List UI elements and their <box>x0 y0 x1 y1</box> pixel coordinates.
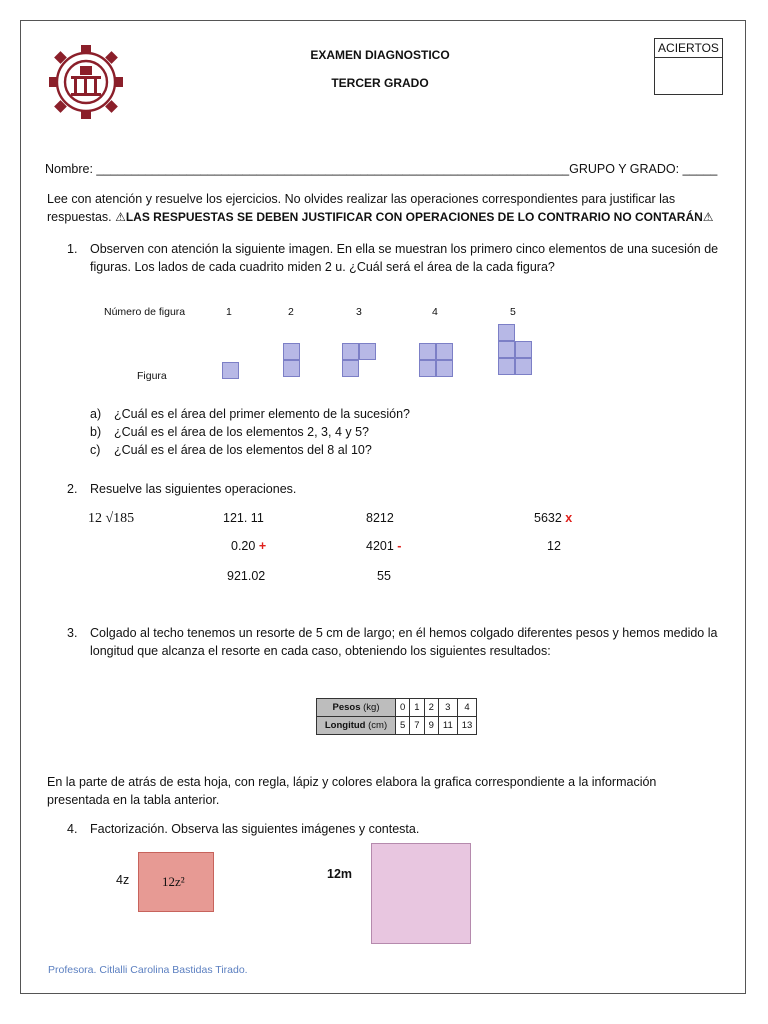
table-cell: 2 <box>424 699 438 717</box>
table-header-longitud: Longitud (cm) <box>317 717 396 735</box>
exam-subtitle: TERCER GRADO <box>331 76 429 90</box>
division-operation: 12 √185 <box>88 511 135 526</box>
square <box>498 324 515 341</box>
sum-a: 121. 11 <box>223 511 264 525</box>
mul-b: 12 <box>547 539 561 553</box>
square <box>342 360 359 377</box>
rectangle-area-label: 12z² <box>162 874 185 889</box>
sub-b: 4201 <box>366 539 394 553</box>
table-cell: 1 <box>410 699 424 717</box>
figure-number-row-label: Número de figura <box>104 306 186 318</box>
weights-table <box>316 698 477 735</box>
square <box>436 343 453 360</box>
square <box>515 341 532 358</box>
graph-instruction-line-2: presentada en la tabla anterior. <box>47 793 220 807</box>
table-row <box>317 699 477 717</box>
figure-number-5: 5 <box>510 306 516 318</box>
instructions-line-1: Lee con atención y resuelve los ejercicios. No olvides realizar las operaciones correspondientes para justificar las <box>47 192 676 206</box>
table-cell: 9 <box>424 717 438 735</box>
q2-number: 2. <box>67 482 78 496</box>
square-side-label: 12m <box>327 867 353 881</box>
square <box>283 360 300 377</box>
q1-sub-a-label: a) <box>90 407 102 421</box>
q3-number: 3. <box>67 626 78 640</box>
q1-sub-c-text: ¿Cuál es el área de los elementos del 8 al 10? <box>114 443 372 457</box>
table-cell: 13 <box>457 717 477 735</box>
q3-line-2: longitud que alcanza el resorte en cada caso, obteniendo los siguientes resultados: <box>90 644 551 658</box>
square <box>515 358 532 375</box>
sub-a: 8212 <box>366 511 394 525</box>
q1-sub-b-text: ¿Cuál es el área de los elementos 2, 3, 4 y 5? <box>114 425 370 439</box>
graph-instruction-line-1: En la parte de atrás de esta hoja, con regla, lápiz y colores elabora la grafica correspondiente a la información <box>47 775 657 789</box>
figure-row-label: Figura <box>137 370 167 382</box>
name-line: Nombre: ____________________________________________________________________GRUPO Y GRADO: _____ <box>45 162 718 176</box>
instructions-line-2 <box>47 209 714 226</box>
square <box>498 358 515 375</box>
sum-b-row <box>231 538 266 555</box>
square-figure <box>371 843 471 944</box>
figure-number-2: 2 <box>288 306 294 318</box>
q1-sub-b-label: b) <box>90 425 102 439</box>
sub-c: 55 <box>377 569 391 583</box>
figure-number-4: 4 <box>432 306 438 318</box>
times-operator: x <box>565 511 573 525</box>
figure-number-3: 3 <box>356 306 362 318</box>
square <box>419 343 436 360</box>
q1-line-2: figuras. Los lados de cada cuadrito miden 2 u. ¿Cuál será el área de la cada figura? <box>90 260 555 274</box>
instructions-prefix: respuestas. <box>47 210 116 224</box>
mul-a-row <box>534 510 572 527</box>
score-box <box>654 38 723 95</box>
rectangle-side-label: 4z <box>116 873 130 887</box>
q1-sub-c-label: c) <box>90 443 101 457</box>
table-cell: 11 <box>438 717 457 735</box>
square <box>342 343 359 360</box>
teacher-name: Profesora. Citlalli Carolina Bastidas Tirado. <box>48 964 248 976</box>
q3-line-1: Colgado al techo tenemos un resorte de 5 cm de largo; en él hemos colgado diferentes pesos y hemos medido la <box>90 626 718 640</box>
table-cell: 4 <box>457 699 477 717</box>
q2-text: Resuelve las siguientes operaciones. <box>90 482 297 496</box>
score-label: ACIERTOS <box>655 39 722 58</box>
table-header-pesos: Pesos (kg) <box>317 699 396 717</box>
q1-line-1: Observen con atención la siguiente imagen. En ella se muestran los primero cinco elementos de una sucesión de <box>90 242 719 256</box>
sum-c: 921.02 <box>227 569 266 583</box>
table-cell: 7 <box>410 717 424 735</box>
school-logo <box>40 42 132 122</box>
q4-text: Factorización. Observa las siguientes imágenes y contesta. <box>90 822 420 836</box>
sum-b: 0.20 <box>231 539 256 553</box>
table-row <box>317 717 477 735</box>
mul-a: 5632 <box>534 511 562 525</box>
warning-text: ⚠LAS RESPUESTAS SE DEBEN JUSTIFICAR CON OPERACIONES DE LO CONTRARIO NO CONTARÁN⚠ <box>115 210 714 224</box>
q4-number: 4. <box>67 822 78 836</box>
gear-logo-icon <box>40 42 132 122</box>
plus-operator: + <box>258 539 267 553</box>
minus-operator: - <box>397 539 402 553</box>
table-cell: 3 <box>438 699 457 717</box>
square <box>498 341 515 358</box>
sub-b-row <box>366 538 401 555</box>
figure-number-1: 1 <box>226 306 232 318</box>
square <box>283 343 300 360</box>
square <box>359 343 376 360</box>
table-cell: 5 <box>396 717 410 735</box>
square <box>436 360 453 377</box>
square <box>419 360 436 377</box>
exam-title: EXAMEN DIAGNOSTICO <box>310 48 450 62</box>
q1-sub-a-text: ¿Cuál es el área del primer elemento de la sucesión? <box>114 407 410 421</box>
square <box>222 362 239 379</box>
q1-number: 1. <box>67 242 78 256</box>
table-cell: 0 <box>396 699 410 717</box>
